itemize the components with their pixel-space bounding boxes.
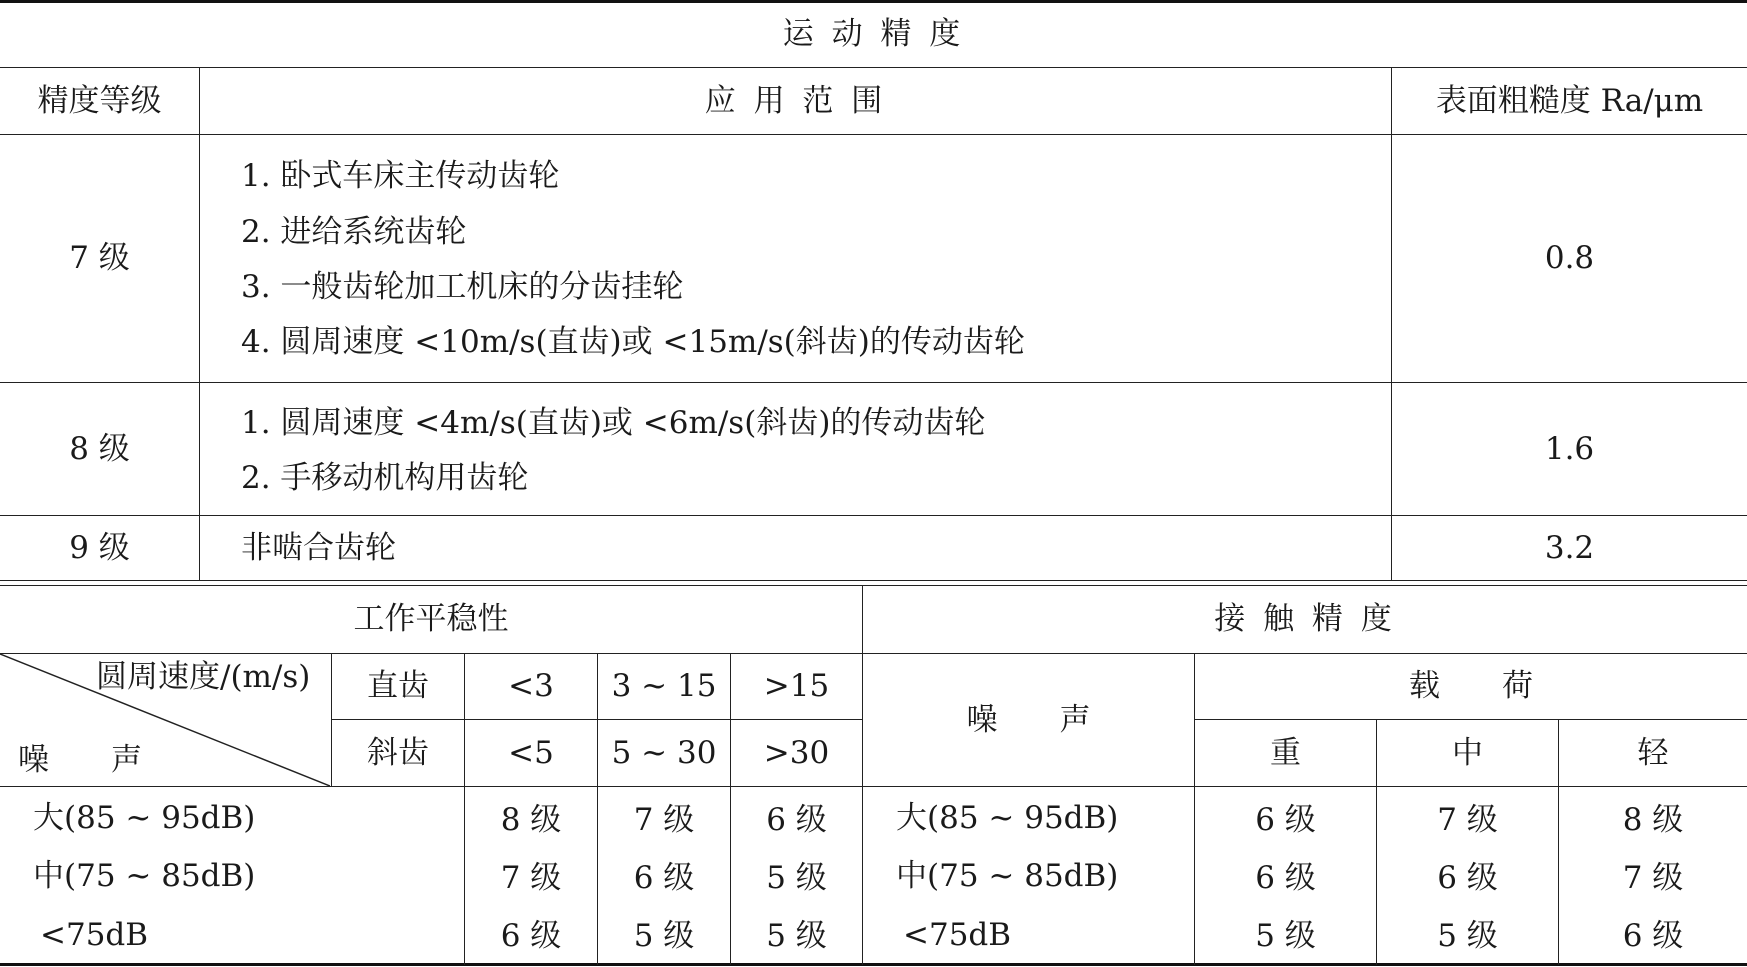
- roughness-cell: 0.8: [1544, 240, 1595, 276]
- roughness-cell: 3.2: [1544, 529, 1595, 566]
- contact-grade: 7 级: [1622, 859, 1684, 896]
- noise-label: 大(85 ~ 95dB): [33, 800, 256, 836]
- header-grade: 精度等级: [37, 82, 162, 119]
- header-range: 应 用 范 围: [704, 82, 887, 119]
- contact-grade: 6 级: [1622, 917, 1684, 954]
- contact-grade: 6 级: [1255, 801, 1316, 838]
- rule: [0, 786, 1747, 787]
- load-light: 轻: [1637, 734, 1669, 771]
- contact-title: 接 触 精 度: [1214, 601, 1396, 637]
- noise-label: <75dB: [40, 917, 149, 953]
- bottom-border: [0, 963, 1747, 966]
- stability-grade: 7 级: [633, 801, 695, 838]
- straight-gear-label: 直齿: [367, 668, 429, 704]
- helical-speed: <5: [508, 734, 554, 771]
- straight-speed: <3: [508, 668, 554, 704]
- contact-grade: 6 级: [1255, 859, 1316, 896]
- roughness-cell: 1.6: [1544, 430, 1595, 467]
- rule: [199, 67, 200, 581]
- grade-cell: 7 级: [69, 240, 130, 276]
- noise-header: 噪 声: [966, 701, 1091, 738]
- noise-label: 中(75 ~ 85dB): [33, 858, 256, 894]
- diag-header-speed: 圆周速度/(m/s): [96, 659, 311, 695]
- range-item: 1. 卧式车床主传动齿轮: [241, 158, 560, 194]
- rule: [0, 580, 1747, 581]
- range-item: 2. 进给系统齿轮: [241, 214, 467, 250]
- contact-grade: 5 级: [1255, 917, 1316, 954]
- stability-grade: 5 级: [633, 917, 695, 954]
- stability-grade: 6 级: [633, 859, 695, 896]
- helical-speed: 5 ~ 30: [611, 734, 717, 771]
- contact-grade: 7 级: [1437, 801, 1498, 838]
- load-heavy: 重: [1270, 734, 1301, 771]
- load-medium: 中: [1452, 734, 1483, 771]
- helical-gear-label: 斜齿: [367, 734, 429, 771]
- straight-speed: 3 ~ 15: [611, 668, 717, 704]
- range-item: 3. 一般齿轮加工机床的分齿挂轮: [241, 269, 684, 305]
- stability-grade: 7 级: [500, 859, 562, 896]
- helical-speed: >30: [763, 734, 830, 771]
- straight-speed: >15: [763, 668, 830, 704]
- diag-header-noise: 噪 声: [18, 742, 142, 778]
- top-title: 运 动 精 度: [782, 16, 965, 52]
- contact-grade: 8 级: [1622, 801, 1684, 838]
- contact-grade: 6 级: [1437, 859, 1498, 896]
- stability-grade: 8 级: [500, 801, 562, 838]
- range-item: 4. 圆周速度 <10m/s(直齿)或 <15m/s(斜齿)的传动齿轮: [241, 324, 1025, 360]
- grade-cell: 8 级: [69, 430, 130, 467]
- noise-label: <75dB: [903, 917, 1012, 953]
- load-header: 载 荷: [1409, 668, 1533, 704]
- noise-label: 中(75 ~ 85dB): [896, 858, 1119, 894]
- stability-grade: 6 级: [766, 801, 827, 838]
- stability-grade: 5 级: [766, 859, 827, 896]
- header-roughness: 表面粗糙度 Ra/μm: [1435, 82, 1704, 119]
- contact-grade: 5 级: [1437, 917, 1498, 954]
- stability-grade: 6 级: [500, 917, 562, 954]
- noise-label: 大(85 ~ 95dB): [896, 800, 1119, 836]
- range-item: 非啮合齿轮: [241, 530, 396, 566]
- range-item: 2. 手移动机构用齿轮: [241, 460, 529, 496]
- stability-grade: 5 级: [766, 917, 827, 954]
- range-item: 1. 圆周速度 <4m/s(直齿)或 <6m/s(斜齿)的传动齿轮: [241, 405, 986, 441]
- grade-cell: 9 级: [69, 529, 130, 566]
- stability-title: 工作平稳性: [353, 601, 509, 637]
